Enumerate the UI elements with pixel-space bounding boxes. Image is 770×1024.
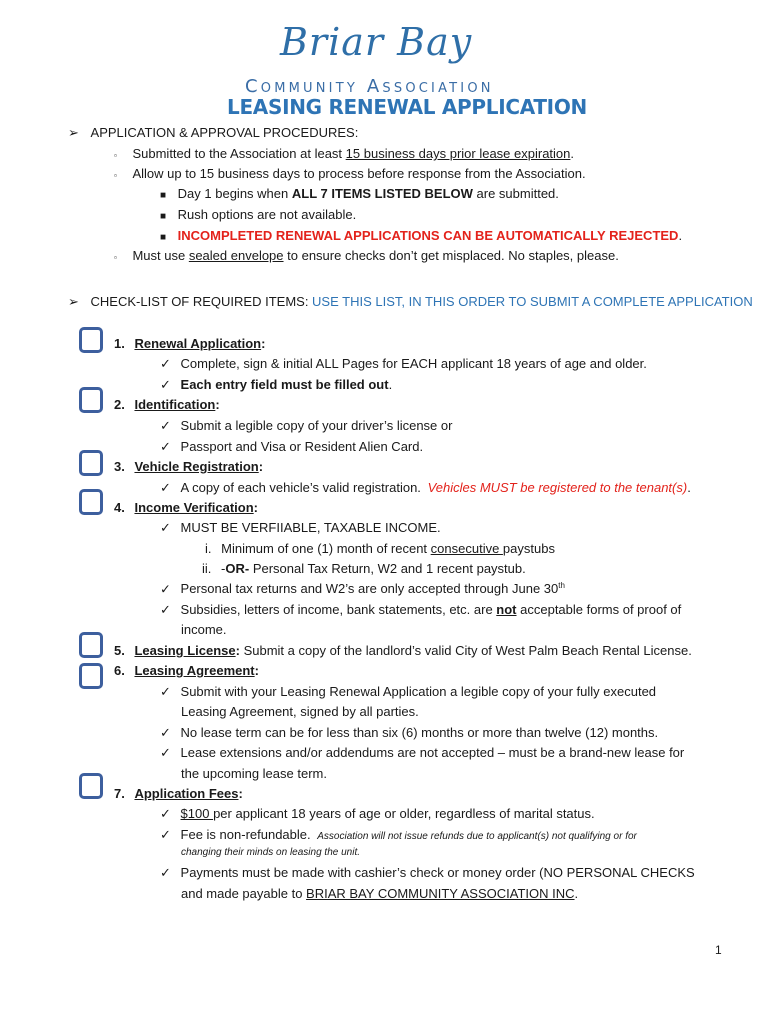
item-6-check-1-wrap: Leasing Agreement, signed by all parties. (181, 704, 419, 719)
procedure-item-3: ▫ Must use sealed envelope to ensure checks don’t get misplaced. No staples, please. (114, 248, 619, 263)
checklist-item-7: 7. Application Fees: (114, 786, 243, 801)
item-7-check-2-wrap: changing their minds on leasing the unit. (181, 847, 361, 858)
check-icon: ✓ (160, 865, 171, 880)
square-solid-bullet-icon: ■ (160, 211, 167, 222)
check-icon: ✓ (160, 745, 171, 760)
arrow-bullet-icon: ➢ (68, 125, 79, 140)
item-4-roman-2: ii. -OR- Personal Tax Return, W2 and 1 recent paystub. (202, 561, 526, 576)
square-bullet-icon: ▫ (114, 253, 117, 262)
logo-script: Briar Bay (280, 20, 473, 64)
checkbox-leasing-agreement[interactable] (79, 663, 103, 689)
checkbox-leasing-license[interactable] (79, 632, 103, 658)
checklist-item-3: 3. Vehicle Registration: (114, 459, 264, 474)
square-bullet-icon: ▫ (114, 151, 117, 160)
check-icon: ✓ (160, 356, 171, 371)
item-4-check-2: ✓ Personal tax returns and W2’s are only accepted through June 30th (160, 581, 565, 597)
checklist-item-4: 4. Income Verification: (114, 500, 259, 515)
item-1-check-1: ✓ Complete, sign & initial ALL Pages for EACH applicant 18 years of age and older. (160, 356, 647, 371)
checklist-item-5: 5. Leasing License: Submit a copy of the landlord’s valid City of West Palm Beach Rental License. (114, 643, 692, 658)
item-3-check-1: ✓ A copy of each vehicle’s valid registration. Vehicles MUST be registered to the tenant(s). (160, 480, 691, 495)
checkbox-identification[interactable] (79, 387, 103, 413)
procedure-sub-1: ■ Day 1 begins when ALL 7 ITEMS LISTED BELOW are submitted. (160, 186, 559, 201)
page-number: 1 (715, 943, 722, 957)
check-icon: ✓ (160, 806, 171, 821)
check-icon: ✓ (160, 439, 171, 454)
procedure-item-2: ▫ Allow up to 15 business days to process before response from the Association. (114, 166, 586, 181)
square-solid-bullet-icon: ■ (160, 232, 167, 243)
check-icon: ✓ (160, 418, 171, 433)
square-solid-bullet-icon: ■ (160, 190, 167, 201)
checkbox-application-fees[interactable] (79, 773, 103, 799)
item-4-check-1: ✓ MUST BE VERFIIABLE, TAXABLE INCOME. (160, 520, 441, 535)
checklist-item-1: 1. Renewal Application: (114, 336, 266, 351)
check-icon: ✓ (160, 602, 171, 617)
square-bullet-icon: ▫ (114, 171, 117, 180)
check-icon: ✓ (160, 377, 171, 392)
checklist-heading-row (68, 294, 753, 310)
arrow-bullet-icon: ➢ (68, 294, 79, 309)
procedure-item-1: ▫ Submitted to the Association at least 15 business days prior lease expiration. (114, 146, 575, 161)
item-2-check-2: ✓ Passport and Visa or Resident Alien Card. (160, 439, 424, 454)
checkbox-vehicle-registration[interactable] (79, 450, 103, 476)
logo-subtitle: Community Association (245, 76, 494, 97)
item-7-check-2: ✓ Fee is non-refundable. Association will not issue refunds due to applicant(s) not qualifying or for (160, 827, 637, 842)
check-icon: ✓ (160, 827, 171, 842)
checkbox-income-verification[interactable] (79, 489, 103, 515)
check-icon: ✓ (160, 684, 171, 699)
item-4-roman-1: i. Minimum of one (1) month of recent consecutive paystubs (205, 541, 555, 556)
item-1-check-2: ✓ Each entry field must be filled out. (160, 377, 393, 392)
item-6-check-3-wrap: the upcoming lease term. (181, 766, 327, 781)
item-2-check-1: ✓ Submit a legible copy of your driver’s license or (160, 418, 453, 433)
checklist-heading: CHECK-LIST OF REQUIRED ITEMS: (90, 294, 313, 309)
page-title: LEASING RENEWAL APPLICATION (227, 95, 587, 119)
check-icon: ✓ (160, 725, 171, 740)
item-6-check-1: ✓ Submit with your Leasing Renewal Application a legible copy of your fully executed (160, 684, 657, 699)
item-7-check-1: ✓ $100 per applicant 18 years of age or older, regardless of marital status. (160, 806, 595, 821)
check-icon: ✓ (160, 581, 171, 597)
procedures-heading: APPLICATION & APPROVAL PROCEDURES: (90, 125, 359, 140)
procedure-sub-2: ■ Rush options are not available. (160, 207, 357, 222)
check-icon: ✓ (160, 520, 171, 535)
checklist-item-2: 2. Identification: (114, 397, 220, 412)
item-6-check-3: ✓ Lease extensions and/or addendums are not accepted – must be a brand-new lease for (160, 745, 685, 760)
item-7-check-3-wrap: and made payable to BRIAR BAY COMMUNITY ASSOCIATION INC. (181, 886, 579, 901)
item-4-check-3: ✓ Subsidies, letters of income, bank statements, etc. are not acceptable forms of proof of (160, 602, 682, 617)
item-6-check-2: ✓ No lease term can be for less than six (6) months or more than twelve (12) months. (160, 725, 659, 740)
procedures-heading-row (68, 125, 358, 141)
procedure-sub-3: ■ INCOMPLETED RENEWAL APPLICATIONS CAN BE AUTOMATICALLY REJECTED. (160, 228, 683, 243)
checkbox-renewal-application[interactable] (79, 327, 103, 353)
checklist-instruction: USE THIS LIST, IN THIS ORDER TO SUBMIT A COMPLETE APPLICATION (312, 294, 753, 309)
item-4-check-3-wrap: income. (181, 622, 227, 637)
checklist-item-6: 6. Leasing Agreement: (114, 663, 259, 678)
item-7-check-3: ✓ Payments must be made with cashier’s check or money order (NO PERSONAL CHECKS (160, 865, 695, 880)
check-icon: ✓ (160, 480, 171, 495)
